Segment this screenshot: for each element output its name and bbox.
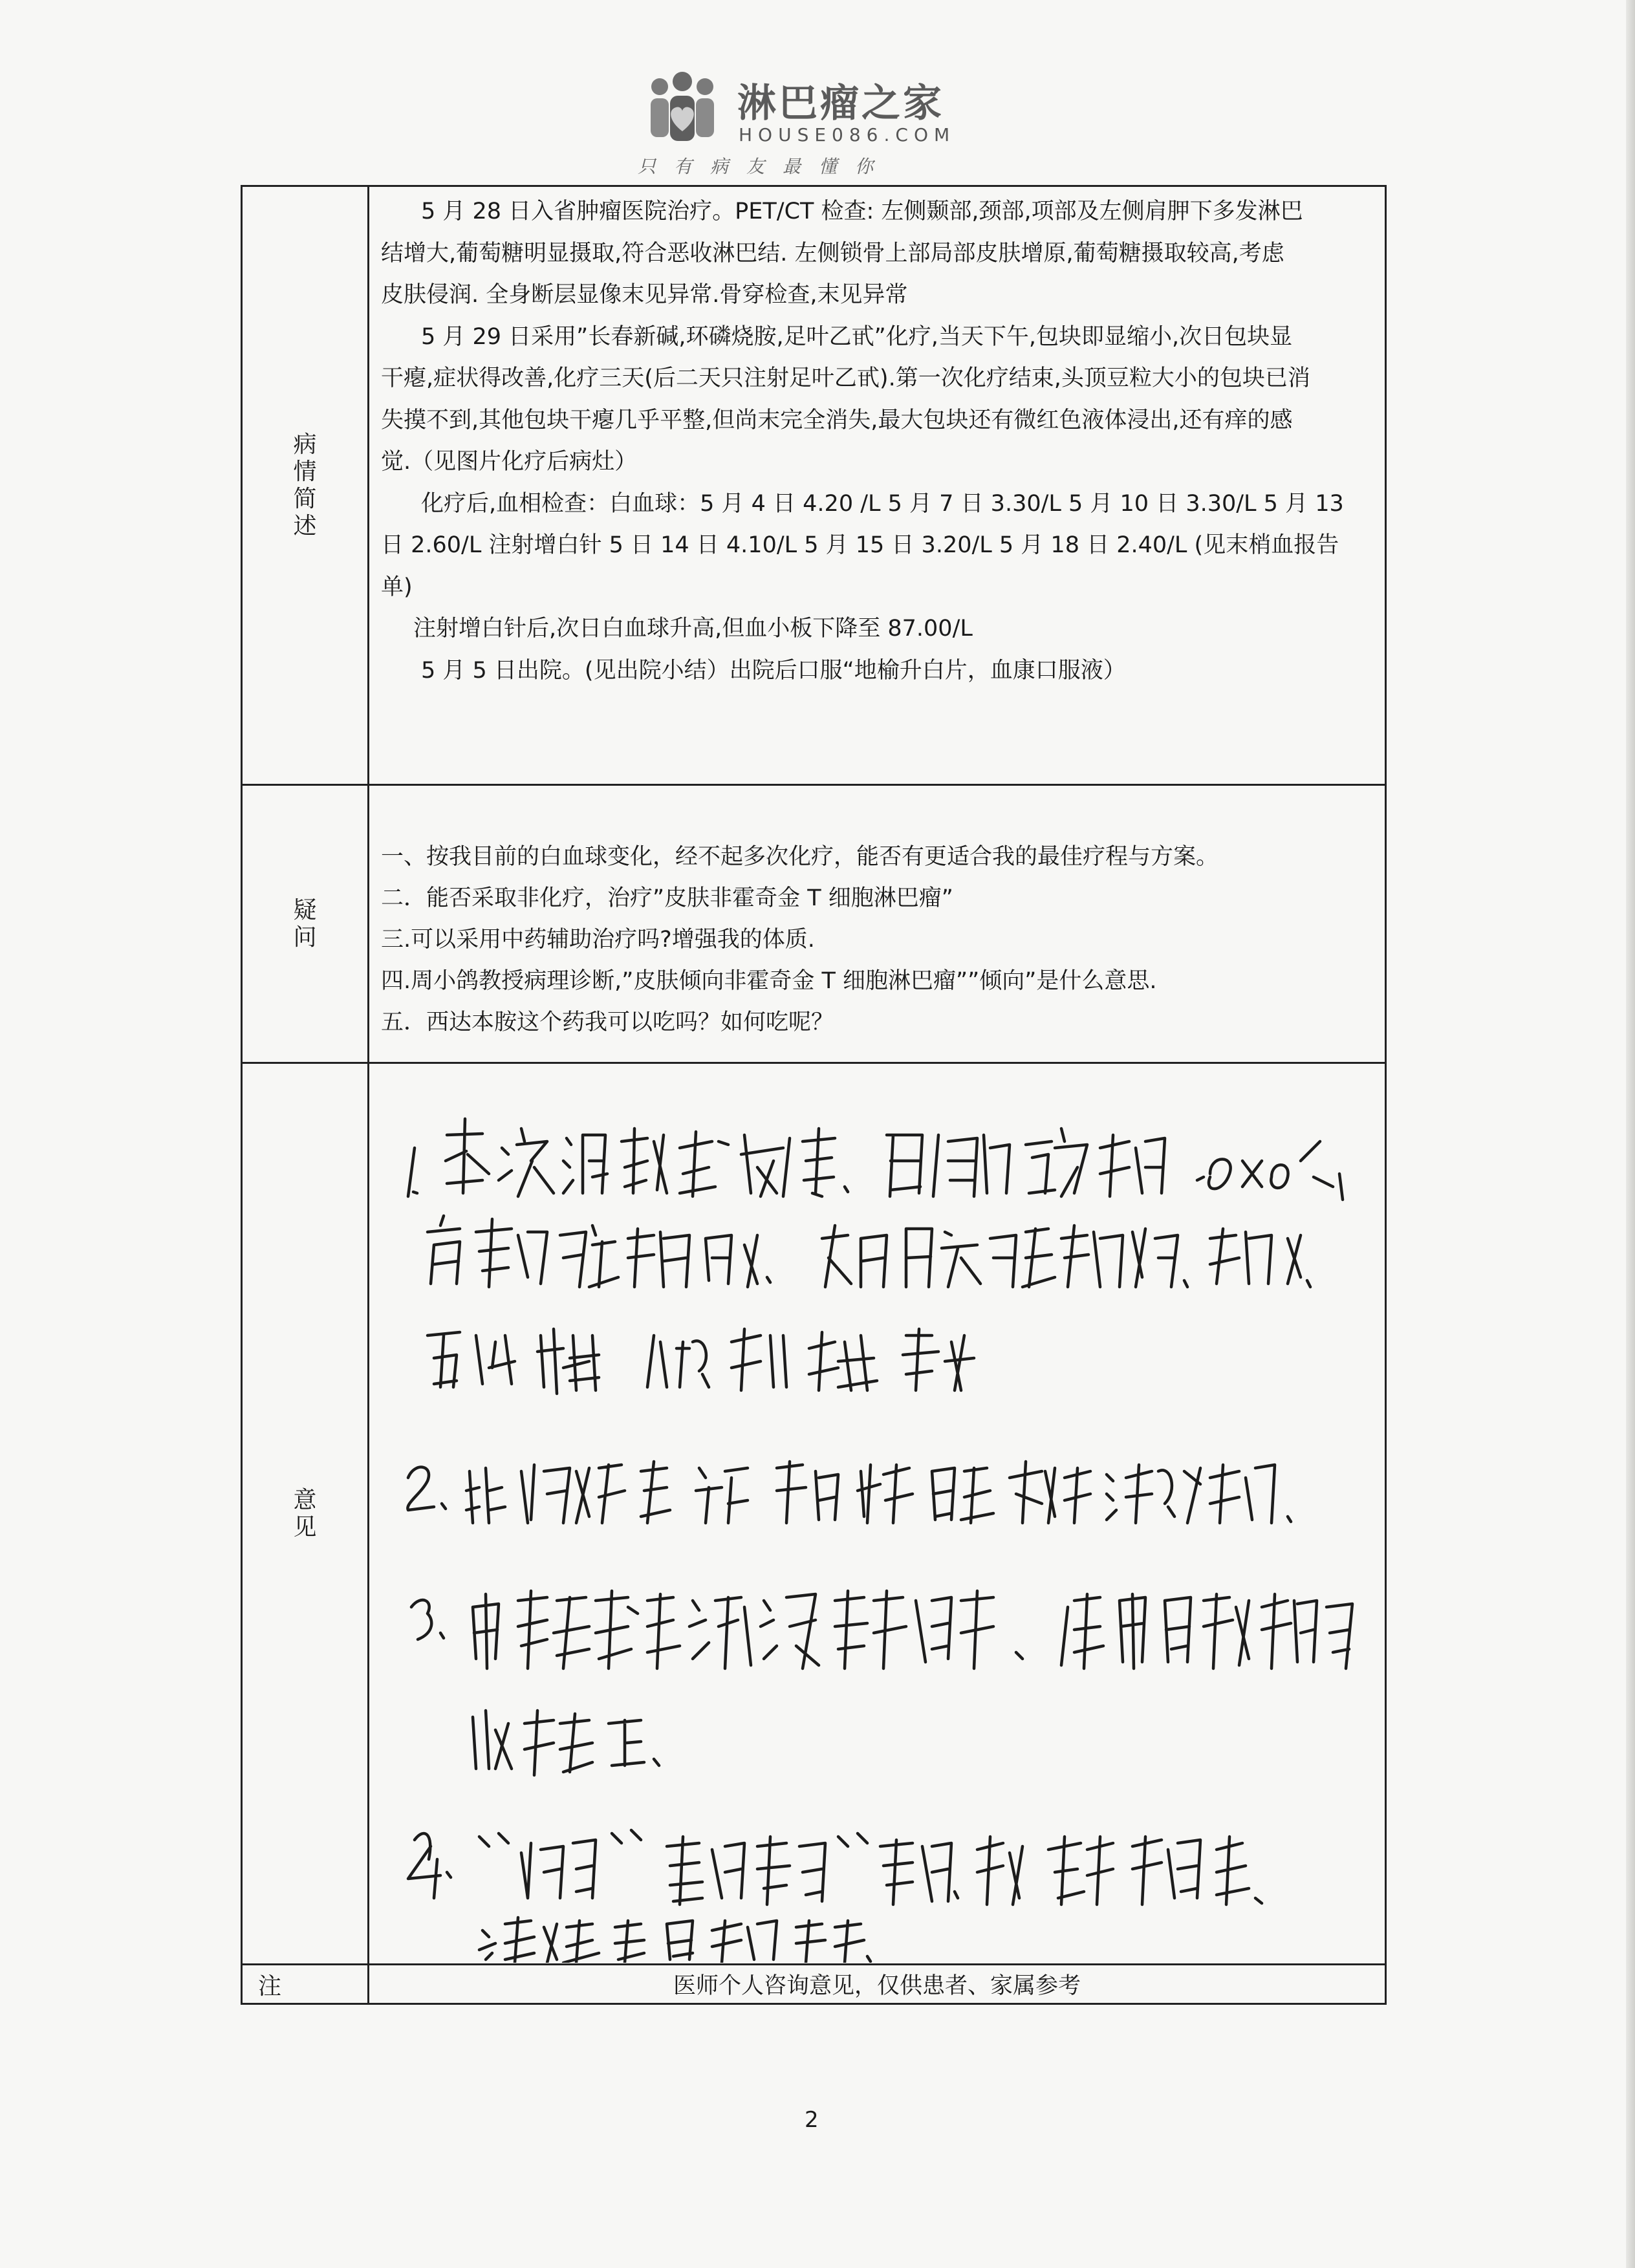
question-item: 一、按我目前的白血球变化，经不起多次化疗，能否有更适合我的最佳疗程与方案。 xyxy=(381,844,1219,870)
summary-label: 病情简述 xyxy=(293,431,317,539)
handwriting-line-1 xyxy=(408,1119,1343,1200)
handwriting-line-7 xyxy=(408,1830,1262,1905)
handwriting-line-8 xyxy=(479,1917,871,1963)
summary-line: 干瘪,症状得改善,化疗三天(后二天只注射足叶乙甙).第一次化疗结束,头顶豆粒大小的包块已消 xyxy=(381,365,1310,391)
summary-line: 5 月 28 日入省肿瘤医院治疗。PET/CT 检查: 左侧颞部,颈部,项部及左侧肩胛下多发淋巴 xyxy=(421,199,1303,224)
handwriting-line-5 xyxy=(411,1591,1352,1669)
summary-line: 结增大,葡萄糖明显摄取,符合恶收淋巴结. 左侧锁骨上部局部皮肤增原,葡萄糖摄取较高,考虑 xyxy=(381,240,1284,266)
note-label: 注 xyxy=(258,1972,282,2000)
opinion-row xyxy=(243,1064,1385,1965)
site-slogan: 只有病友最懂你 xyxy=(638,156,892,177)
summary-line: 失摸不到,其他包块干瘪几乎平整,但尚末完全消失,最大包块还有微红色液体浸出,还有痒的感 xyxy=(381,407,1293,433)
summary-line: 化疗后,血相检查：白血球：5 月 4 日 4.20 /L 5 月 7 日 3.30/L 5 月 10 日 3.30/L 5 月 13 xyxy=(421,490,1344,517)
note-content-cell xyxy=(369,1965,1385,2003)
summary-line: 觉.（见图片化疗后病灶） xyxy=(381,449,638,475)
site-name: 淋巴瘤之家 xyxy=(737,81,944,126)
opinion-label-cell xyxy=(243,1064,369,1963)
handwriting-line-4 xyxy=(407,1462,1291,1523)
consultation-form-table xyxy=(241,185,1387,2005)
summary-content-cell xyxy=(369,187,1385,784)
questions-label-cell xyxy=(243,786,369,1062)
summary-line: 注射增白针后,次日白血球升高,但血小板下降至 87.00/L xyxy=(413,616,973,642)
summary-line: 日 2.60/L 注射增白针 5 日 14 日 4.10/L 5 月 15 日 3.20/L 5 月 18 日 2.40/L (见末梢血报告 xyxy=(381,532,1339,558)
handwriting-line-2 xyxy=(428,1216,1310,1287)
summary-row xyxy=(243,187,1385,786)
opinion-label: 意见 xyxy=(293,1486,317,1540)
site-logo xyxy=(638,70,1009,180)
summary-label-cell xyxy=(243,187,369,784)
question-item: 三.可以采用中药辅助治疗吗?增强我的体质. xyxy=(381,927,815,953)
questions-label: 疑问 xyxy=(293,896,317,951)
people-heart-icon xyxy=(647,70,718,147)
note-label-cell xyxy=(243,1965,369,2003)
opinion-content-cell xyxy=(369,1064,1385,1963)
questions-content-cell xyxy=(369,786,1385,1062)
handwriting-strokes xyxy=(369,1064,1385,1963)
handwriting-line-6 xyxy=(473,1711,659,1775)
questions-list xyxy=(381,836,1377,1043)
question-item: 五．西达本胺这个药我可以吃吗？如何吃呢？ xyxy=(381,1010,834,1035)
summary-text xyxy=(381,191,1377,691)
note-row xyxy=(243,1965,1385,2003)
summary-line: 皮肤侵润. 全身断层显像末见异常.骨穿检查,末见异常 xyxy=(381,282,908,308)
page-number: 2 xyxy=(805,2107,819,2133)
site-url: HOUSE086.COM xyxy=(739,124,956,146)
question-item: 二．能否采取非化疗，治疗”皮肤非霍奇金 T 细胞淋巴瘤” xyxy=(381,885,953,911)
questions-row xyxy=(243,786,1385,1064)
scan-edge xyxy=(1626,0,1635,2268)
question-item: 四.周小鸽教授病理诊断,”皮肤倾向非霍奇金 T 细胞淋巴瘤””倾向”是什么意思. xyxy=(381,968,1157,994)
note-text: 医师个人咨询意见，仅供患者、家属参考 xyxy=(673,1973,1081,1999)
summary-line: 单) xyxy=(381,574,413,600)
summary-line: 5 月 5 日出院。(见出院小结）出院后口服“地榆升白片，血康口服液） xyxy=(421,657,1126,684)
handwriting-line-3 xyxy=(428,1329,974,1394)
summary-line: 5 月 29 日采用”长春新碱,环磷烧胺,足叶乙甙”化疗,当天下午,包块即显缩小,次日包块显 xyxy=(421,323,1293,350)
